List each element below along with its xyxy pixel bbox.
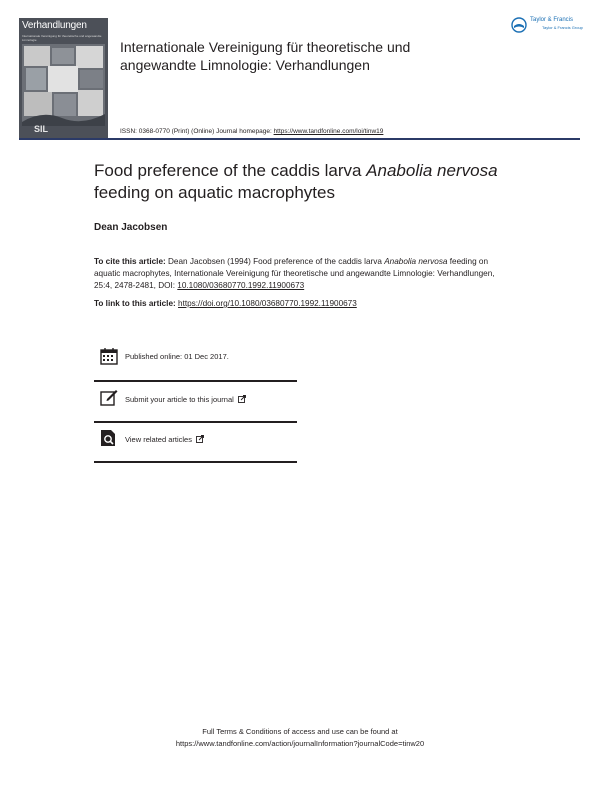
citation-label: To cite this article:	[94, 257, 166, 266]
citation-species: Anabolia nervosa	[384, 257, 448, 266]
article-doi-url-link[interactable]: https://doi.org/10.1080/03680770.1992.11900673	[178, 299, 357, 308]
article-title	[94, 160, 534, 204]
cover-logo: SIL	[34, 124, 49, 134]
article-link-label: To link to this article:	[94, 299, 179, 308]
article-title-part1: Food preference of the caddis larva	[94, 161, 367, 180]
action-divider	[94, 461, 297, 463]
cover-collage-image	[22, 44, 105, 126]
article-title-part2: feeding on aquatic macrophytes	[94, 183, 335, 202]
published-online-text: Published online: 01 Dec 2017.	[125, 352, 229, 361]
published-online-row	[94, 343, 297, 383]
cover-subtitle: Internationale Vereinigung für theoretische und angewandte Limnologie	[22, 34, 102, 42]
article-link-line	[94, 299, 357, 308]
publisher-group: Taylor & Francis Group	[542, 25, 583, 30]
article-title-species: Anabolia nervosa	[366, 161, 498, 180]
publisher-name: Taylor & Francis	[530, 17, 574, 23]
related-articles-label: View related articles	[125, 435, 192, 444]
footer-terms-text: Full Terms & Conditions of access and use can be found at	[202, 727, 398, 736]
external-link-icon	[238, 395, 246, 403]
submit-article-link[interactable]	[125, 395, 246, 404]
related-articles-row[interactable]	[94, 423, 297, 463]
related-articles-link[interactable]	[125, 435, 204, 444]
edit-icon	[100, 388, 118, 406]
article-author: Dean Jacobsen	[94, 222, 168, 233]
header-rule	[19, 138, 580, 140]
citation-text2: feeding on aquatic macrophytes, Internationale Vereinigung für theoretische und angewandte Limnologie: Verhandlungen, 25:4, 2478-2481, DOI:	[94, 257, 495, 290]
footer-terms-link[interactable]: https://www.tandfonline.com/action/journalInformation?journalCode=tinw20	[175, 739, 425, 748]
calendar-icon	[100, 347, 118, 365]
cover-title: Verhandlungen	[22, 20, 87, 31]
publisher-logo	[511, 16, 583, 36]
footer	[0, 726, 600, 750]
journal-cover	[19, 18, 108, 138]
journal-homepage-link[interactable]: https://www.tandfonline.com/loi/tinw19	[273, 128, 384, 135]
citation-block	[94, 256, 514, 292]
citation-doi-link[interactable]: 10.1080/03680770.1992.11900673	[177, 281, 305, 290]
issn-line	[120, 128, 383, 135]
submit-article-row[interactable]	[94, 382, 297, 422]
document-search-icon	[100, 429, 118, 447]
issn-text: ISSN: 0368-0770 (Print) (Online) Journal homepage:	[120, 128, 274, 135]
journal-title: Internationale Vereinigung für theoretische und angewandte Limnologie: Verhandlungen	[120, 39, 411, 73]
citation-text1: Dean Jacobsen (1994) Food preference of the caddis larva	[165, 257, 385, 266]
external-link-icon	[196, 435, 204, 443]
publisher-logo-icon	[511, 17, 527, 33]
submit-article-label: Submit your article to this journal	[125, 395, 234, 404]
